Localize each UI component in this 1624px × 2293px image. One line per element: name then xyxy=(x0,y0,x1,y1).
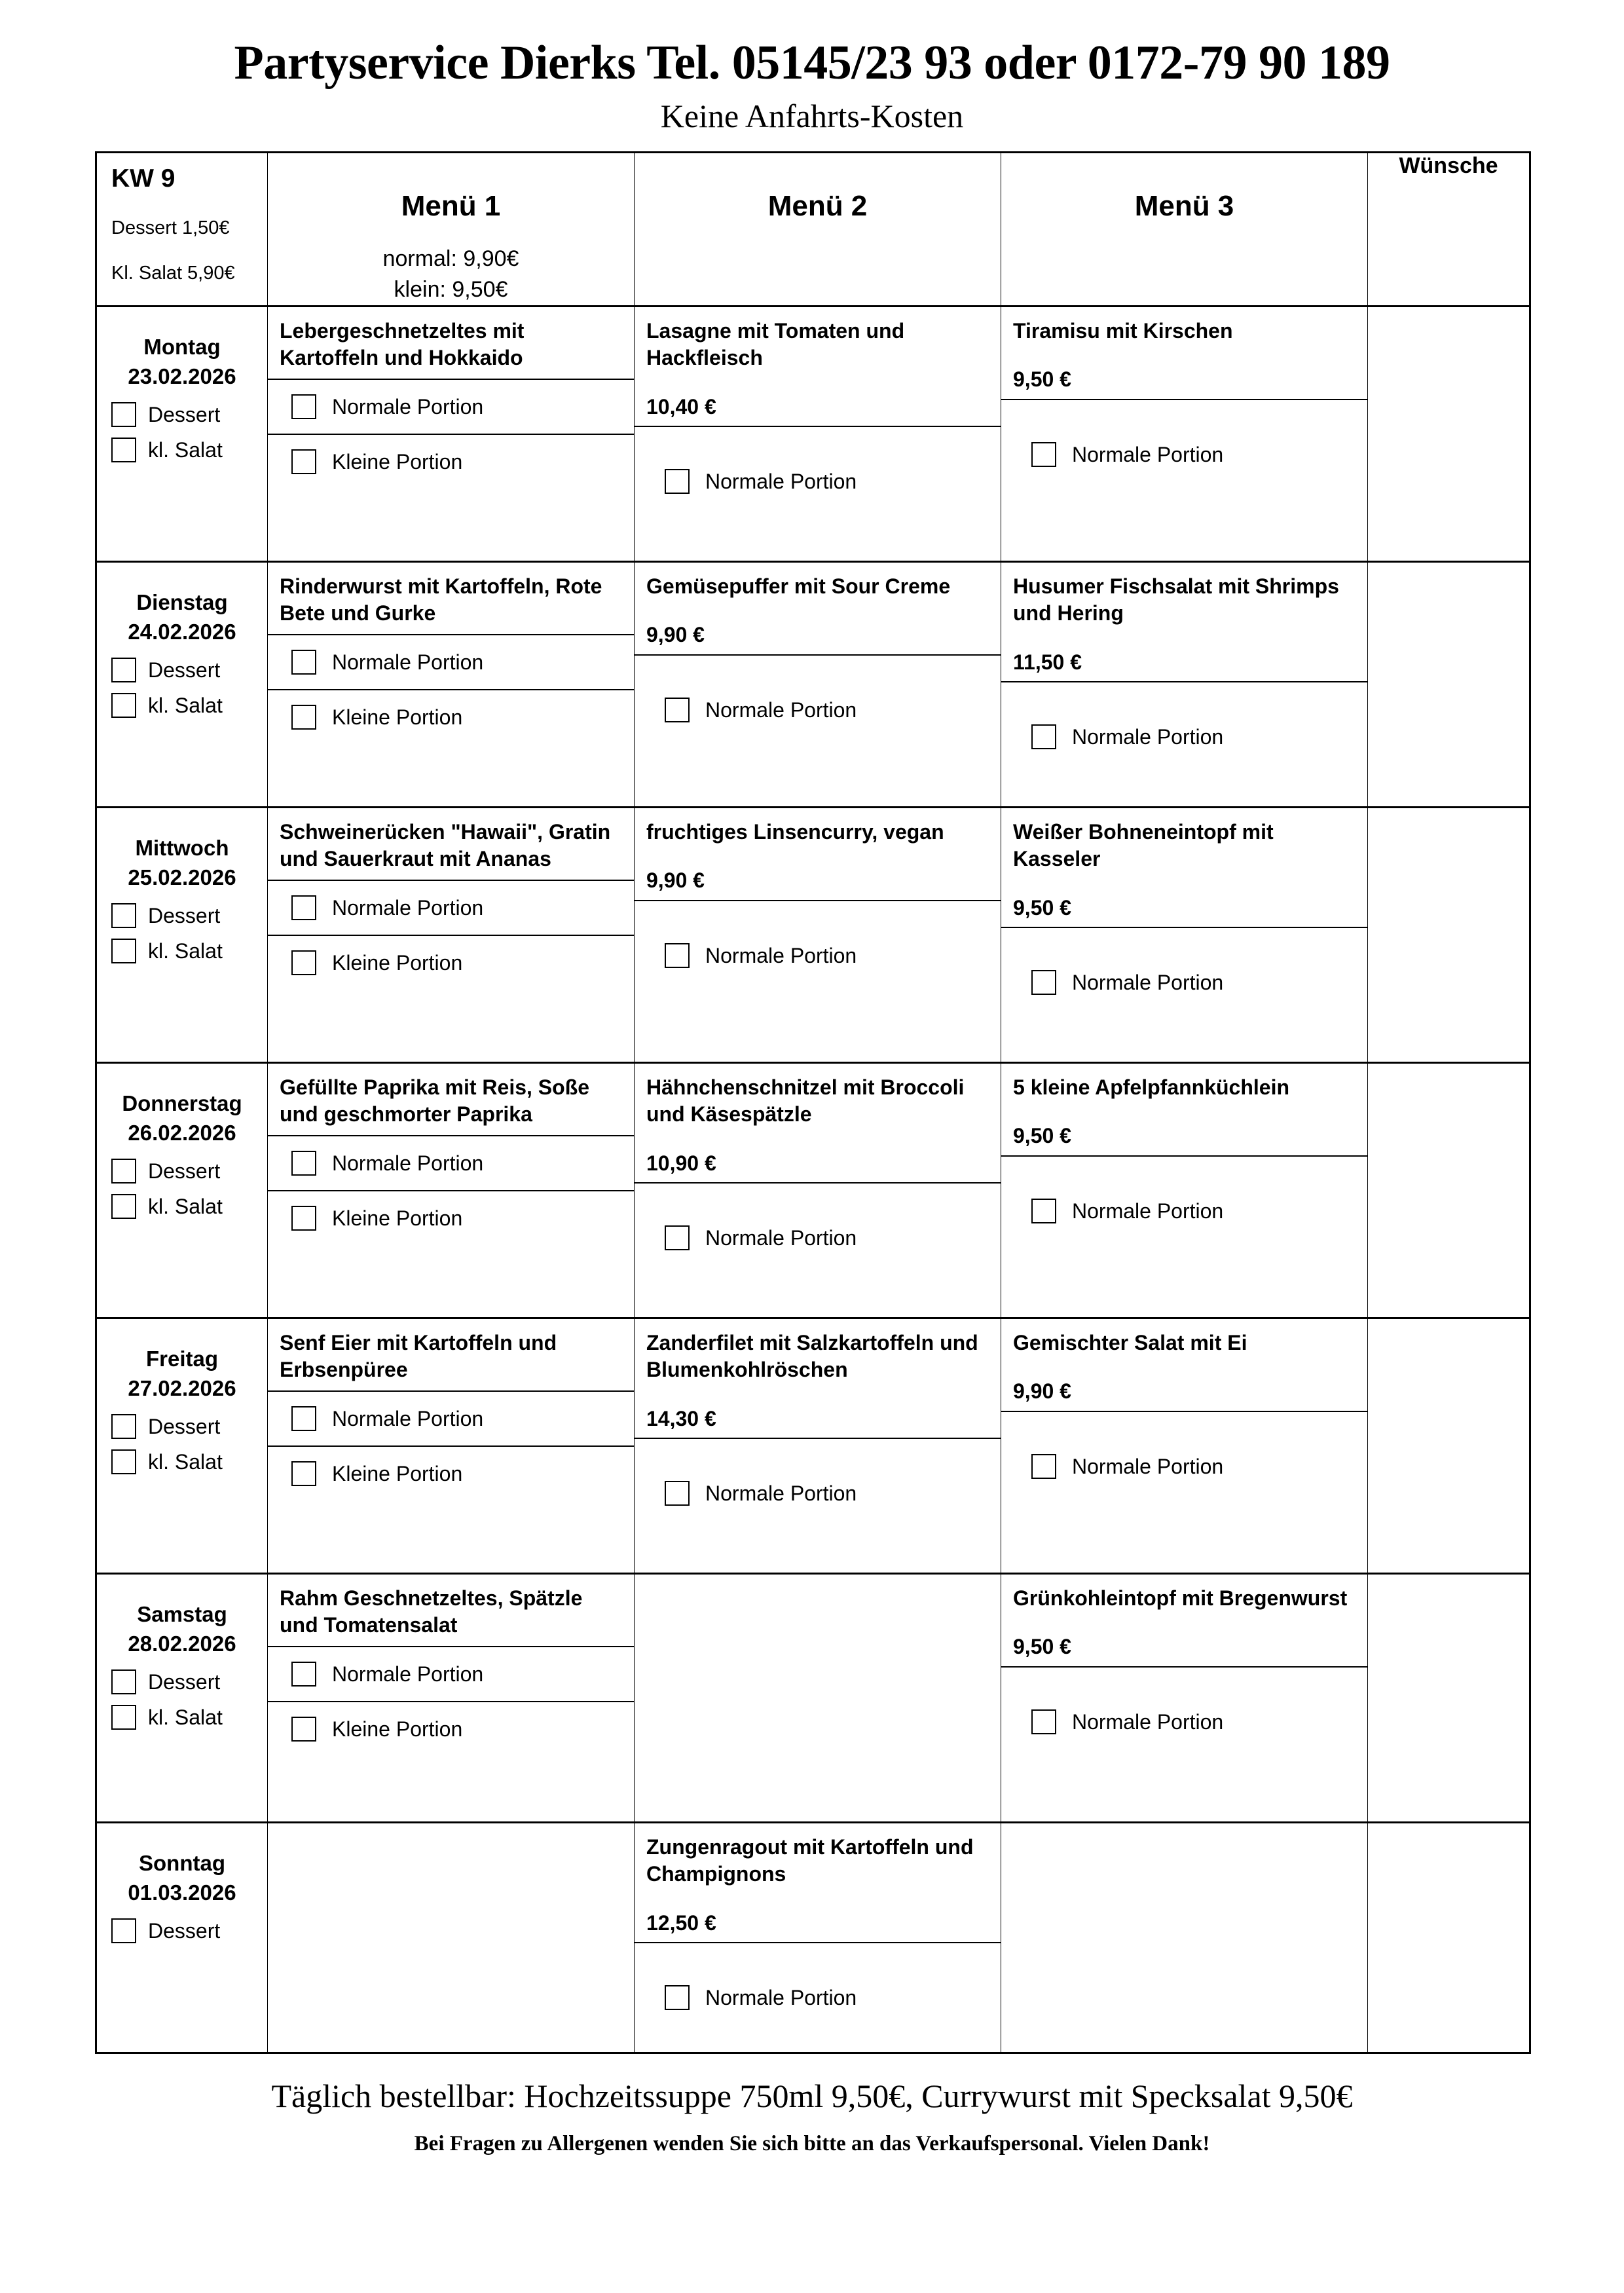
menu1-normal-portion-checkbox[interactable] xyxy=(291,394,316,419)
header-week-cell xyxy=(96,152,268,306)
salad-label: kl. Salat xyxy=(148,1705,223,1729)
footer-daily-offers: Täglich bestellbar: Hochzeitssuppe 750ml 9,50€, Currywurst mit Specksalat 9,50€ xyxy=(271,2078,1353,2115)
document-header xyxy=(0,0,1624,134)
page-title: Partyservice Dierks Tel. 05145/23 93 oder 0172-79 90 189 xyxy=(234,36,1390,90)
menu1-small-portion-checkbox[interactable] xyxy=(291,705,316,730)
salad-checkbox[interactable] xyxy=(111,693,136,718)
dessert-option[interactable] xyxy=(97,397,267,432)
menu2-normal-portion-label: Normale Portion xyxy=(705,1986,857,2010)
menu3-normal-portion-label: Normale Portion xyxy=(1072,971,1224,995)
menu1-normal-portion-label: Normale Portion xyxy=(332,394,484,419)
day-name: Montag xyxy=(143,334,221,359)
footer-allergen-note: Bei Fragen zu Allergenen wenden Sie sich bitte an das Verkaufspersonal. Vielen Dank! xyxy=(414,2132,1210,2156)
menu1-dish-name: Rahm Geschnetzeltes, Spätzle und Tomatensalat xyxy=(280,1586,583,1637)
table-row xyxy=(96,1062,1530,1318)
menu3-content xyxy=(1001,808,1367,1037)
menu1-small-portion-label: Kleine Portion xyxy=(332,950,463,975)
menu3-normal-portion-checkbox[interactable] xyxy=(1031,1199,1056,1223)
header-menu2-cell xyxy=(635,152,1001,306)
menu1-small-portion-checkbox[interactable] xyxy=(291,1206,316,1231)
day-name: Dienstag xyxy=(136,589,228,614)
menu1-dish-area xyxy=(268,563,634,634)
salad-label: kl. Salat xyxy=(148,438,223,462)
menu3-dish-price: 9,90 € xyxy=(1013,1379,1071,1404)
menu2-dish-area xyxy=(635,1064,1001,1183)
menu3-dish-area xyxy=(1001,1064,1367,1155)
menu3-normal-portion-checkbox[interactable] xyxy=(1031,970,1056,995)
menu2-title: Menü 2 xyxy=(767,189,868,222)
menu2-cell xyxy=(635,807,1001,1062)
menu2-dish-price: 9,90 € xyxy=(646,868,705,893)
dessert-label: Dessert xyxy=(148,402,221,426)
salad-option[interactable] xyxy=(97,1189,267,1224)
menu2-dish-price: 10,90 € xyxy=(646,1151,716,1175)
menu2-content xyxy=(635,1064,1001,1293)
dessert-checkbox[interactable] xyxy=(111,1918,136,1943)
menu1-price-normal: normal: 9,90€ xyxy=(382,246,519,271)
wishes-cell[interactable] xyxy=(1368,561,1530,807)
menu3-content xyxy=(1001,1575,1367,1776)
menu1-prices xyxy=(268,244,634,305)
menu1-small-portion-option[interactable] xyxy=(268,1445,634,1501)
menu3-normal-portion-option[interactable] xyxy=(1001,399,1367,509)
menu2-normal-portion-option[interactable] xyxy=(635,1438,1001,1548)
menu1-small-portion-checkbox[interactable] xyxy=(291,1717,316,1742)
wishes-cell[interactable] xyxy=(1368,1573,1530,1822)
dessert-checkbox[interactable] xyxy=(111,903,136,928)
menu1-content xyxy=(268,808,634,990)
menu1-dish-name: Senf Eier mit Kartoffeln und Erbsenpüree xyxy=(280,1330,557,1382)
day-cell xyxy=(96,1573,268,1822)
menu1-normal-portion-label: Normale Portion xyxy=(332,895,484,920)
day-name: Freitag xyxy=(145,1346,219,1371)
menu1-cell xyxy=(268,1318,635,1573)
menu1-small-portion-label: Kleine Portion xyxy=(332,449,463,474)
salad-price-label: Kl. Salat 5,90€ xyxy=(111,263,235,284)
menu1-normal-portion-option[interactable] xyxy=(268,1135,634,1190)
menu3-cell xyxy=(1001,1573,1368,1822)
menu1-small-portion-checkbox[interactable] xyxy=(291,950,316,975)
header-menu1-cell xyxy=(268,152,635,306)
day-name-block xyxy=(97,808,267,898)
menu2-cell xyxy=(635,1573,1001,1822)
menu2-dish-name: Hähnchenschnitzel mit Broccoli und Käsespätzle xyxy=(646,1075,965,1127)
menu3-normal-portion-checkbox[interactable] xyxy=(1031,442,1056,467)
dessert-option[interactable] xyxy=(97,1153,267,1189)
day-date: 28.02.2026 xyxy=(128,1631,236,1656)
menu1-dish-name: Rinderwurst mit Kartoffeln, Rote Bete und Gurke xyxy=(280,574,602,625)
menu3-normal-portion-option[interactable] xyxy=(1001,927,1367,1037)
salad-checkbox[interactable] xyxy=(111,939,136,963)
day-name-block xyxy=(97,1319,267,1409)
menu1-content xyxy=(268,1319,634,1501)
day-cell xyxy=(96,561,268,807)
menu3-content xyxy=(1001,307,1367,509)
menu2-normal-portion-label: Normale Portion xyxy=(705,698,857,722)
menu3-normal-portion-option[interactable] xyxy=(1001,1411,1367,1521)
menu2-dish-name: Lasagne mit Tomaten und Hackfleisch xyxy=(646,318,905,370)
header-wishes-cell: Wünsche xyxy=(1368,152,1530,306)
day-options xyxy=(97,397,267,468)
menu2-content xyxy=(635,1319,1001,1548)
salad-label: kl. Salat xyxy=(148,693,223,717)
menu3-cell xyxy=(1001,306,1368,561)
day-date: 24.02.2026 xyxy=(128,620,236,644)
menu1-dish-area xyxy=(268,1319,634,1390)
menu3-dish-area xyxy=(1001,307,1367,399)
menu2-cell xyxy=(635,561,1001,807)
header-menu3-cell xyxy=(1001,152,1368,306)
salad-option[interactable] xyxy=(97,1700,267,1735)
menu3-normal-portion-label: Normale Portion xyxy=(1072,442,1224,466)
menu3-dish-name: Gemischter Salat mit Ei xyxy=(1013,1330,1247,1354)
menu2-content xyxy=(635,307,1001,536)
dessert-label: Dessert xyxy=(148,1414,221,1438)
menu3-dish-price: 9,50 € xyxy=(1013,1635,1071,1659)
menu2-dish-price: 10,40 € xyxy=(646,394,716,419)
menu2-normal-portion-option[interactable] xyxy=(635,654,1001,764)
menu1-cell xyxy=(268,561,635,807)
day-cell-inner xyxy=(97,563,267,723)
menu3-content xyxy=(1001,1064,1367,1265)
day-options xyxy=(97,1153,267,1224)
day-date: 01.03.2026 xyxy=(128,1880,236,1905)
day-name: Donnerstag xyxy=(122,1091,242,1115)
menu3-cell xyxy=(1001,807,1368,1062)
dessert-label: Dessert xyxy=(148,903,221,927)
menu3-dish-name: Tiramisu mit Kirschen xyxy=(1013,318,1233,343)
menu1-normal-portion-checkbox[interactable] xyxy=(291,1151,316,1176)
day-cell xyxy=(96,807,268,1062)
day-name-block xyxy=(97,1064,267,1153)
dessert-checkbox[interactable] xyxy=(111,1159,136,1184)
day-cell xyxy=(96,306,268,561)
page-subtitle: Keine Anfahrts-Kosten xyxy=(660,97,964,134)
menu2-dish-area xyxy=(635,1319,1001,1438)
menu2-normal-portion-label: Normale Portion xyxy=(705,470,857,494)
menu2-content xyxy=(635,808,1001,1010)
table-row xyxy=(96,807,1530,1062)
menu1-small-portion-option[interactable] xyxy=(268,434,634,489)
day-cell xyxy=(96,1062,268,1318)
menu2-normal-portion-option[interactable] xyxy=(635,1182,1001,1292)
dessert-option[interactable] xyxy=(97,1664,267,1700)
day-date: 27.02.2026 xyxy=(128,1376,236,1401)
menu1-content xyxy=(268,563,634,744)
menu1-normal-portion-option[interactable] xyxy=(268,634,634,689)
menu3-dish-name: 5 kleine Apfelpfannküchlein xyxy=(1013,1075,1290,1099)
menu2-content xyxy=(635,563,1001,764)
menu2-normal-portion-label: Normale Portion xyxy=(705,1482,857,1506)
menu1-normal-portion-checkbox[interactable] xyxy=(291,1662,316,1687)
menu1-cell xyxy=(268,1822,635,2053)
menu2-normal-portion-checkbox[interactable] xyxy=(665,1481,690,1506)
menu2-dish-price: 14,30 € xyxy=(646,1406,716,1430)
menu1-dish-area xyxy=(268,808,634,880)
menu2-dish-area xyxy=(635,307,1001,426)
day-option-spacer xyxy=(97,1948,267,1977)
menu3-cell xyxy=(1001,1062,1368,1318)
wishes-cell[interactable] xyxy=(1368,1822,1530,2053)
menu2-normal-portion-checkbox[interactable] xyxy=(665,698,690,722)
menu1-small-portion-checkbox[interactable] xyxy=(291,449,316,474)
salad-checkbox[interactable] xyxy=(111,1705,136,1730)
salad-checkbox[interactable] xyxy=(111,1449,136,1474)
day-cell-inner xyxy=(97,1823,267,1977)
salad-option[interactable] xyxy=(97,933,267,969)
day-name: Mittwoch xyxy=(135,835,229,860)
menu2-dish-price: 9,90 € xyxy=(646,623,705,647)
salad-label: kl. Salat xyxy=(148,1449,223,1474)
menu3-dish-name: Weißer Bohneneintopf mit Kasseler xyxy=(1013,819,1274,871)
menu1-normal-portion-option[interactable] xyxy=(268,1646,634,1701)
menu3-dish-area xyxy=(1001,1319,1367,1411)
document-footer xyxy=(0,2076,1624,2157)
menu3-cell xyxy=(1001,1318,1368,1573)
week-info xyxy=(97,153,267,305)
menu1-content xyxy=(268,1823,634,1840)
menu2-normal-portion-checkbox[interactable] xyxy=(665,1225,690,1250)
menu1-normal-portion-option[interactable] xyxy=(268,379,634,434)
menu1-small-portion-label: Kleine Portion xyxy=(332,705,463,729)
menu1-dish-name: Gefüllte Paprika mit Reis, Soße und geschmorter Paprika xyxy=(280,1075,590,1127)
day-date: 23.02.2026 xyxy=(128,364,236,389)
menu3-cell xyxy=(1001,561,1368,807)
day-options xyxy=(97,1913,267,1977)
menu2-cell xyxy=(635,1318,1001,1573)
day-options xyxy=(97,898,267,969)
menu1-cell xyxy=(268,1062,635,1318)
menu2-dish-area xyxy=(635,563,1001,654)
day-name-block xyxy=(97,1575,267,1664)
menu1-small-portion-option[interactable] xyxy=(268,689,634,744)
day-cell-inner xyxy=(97,1319,267,1480)
dessert-option[interactable] xyxy=(97,1913,267,1948)
wishes-cell[interactable] xyxy=(1368,1062,1530,1318)
menu1-small-portion-checkbox[interactable] xyxy=(291,1461,316,1486)
menu2-normal-portion-option[interactable] xyxy=(635,900,1001,1010)
menu2-dish-area xyxy=(635,808,1001,900)
menu3-dish-area xyxy=(1001,1575,1367,1666)
menu2-dish-name: Zungenragout mit Kartoffeln und Champignons xyxy=(646,1835,974,1886)
menu3-dish-name: Husumer Fischsalat mit Shrimps und Hering xyxy=(1013,574,1339,625)
menu1-title: Menü 1 xyxy=(401,189,501,222)
day-cell xyxy=(96,1822,268,2053)
day-name: Sonntag xyxy=(139,1850,225,1875)
day-name-block xyxy=(97,563,267,652)
menu3-normal-portion-checkbox[interactable] xyxy=(1031,724,1056,749)
menu2-cell xyxy=(635,1822,1001,2053)
menu1-normal-portion-label: Normale Portion xyxy=(332,1151,484,1175)
menu2-cell xyxy=(635,306,1001,561)
menu2-dish-name: fruchtiges Linsencurry, vegan xyxy=(646,819,944,844)
table-row xyxy=(96,1573,1530,1822)
menu2-normal-portion-option[interactable] xyxy=(635,426,1001,536)
dessert-option[interactable] xyxy=(97,652,267,688)
wishes-cell[interactable] xyxy=(1368,306,1530,561)
day-date: 26.02.2026 xyxy=(128,1121,236,1146)
menu3-content xyxy=(1001,563,1367,792)
menu1-price-small: klein: 9,50€ xyxy=(394,276,508,302)
menu3-normal-portion-label: Normale Portion xyxy=(1072,1709,1224,1734)
menu1-small-portion-label: Kleine Portion xyxy=(332,1717,463,1741)
menu3-title: Menü 3 xyxy=(1134,189,1234,222)
day-options xyxy=(97,652,267,723)
menu3-normal-portion-label: Normale Portion xyxy=(1072,725,1224,749)
day-cell-inner xyxy=(97,808,267,969)
dessert-checkbox[interactable] xyxy=(111,1669,136,1694)
menu-table-wrapper xyxy=(95,151,1529,2055)
day-name-block xyxy=(97,307,267,397)
menu3-dish-price: 11,50 € xyxy=(1013,650,1082,674)
menu2-normal-portion-label: Normale Portion xyxy=(705,943,857,967)
table-row xyxy=(96,1822,1530,2053)
menu3-dish-name: Grünkohleintopf mit Bregenwurst xyxy=(1013,1586,1348,1610)
menu2-cell xyxy=(635,1062,1001,1318)
dessert-label: Dessert xyxy=(148,1669,221,1694)
menu1-dish-area xyxy=(268,1064,634,1135)
day-cell-inner xyxy=(97,1064,267,1224)
menu3-normal-portion-label: Normale Portion xyxy=(1072,1199,1224,1223)
menu3-dish-area xyxy=(1001,808,1367,927)
wishes-cell[interactable] xyxy=(1368,807,1530,1062)
menu1-dish-area xyxy=(268,307,634,379)
menu3-normal-portion-option[interactable] xyxy=(1001,1666,1367,1776)
menu2-content xyxy=(635,1823,1001,2053)
menu1-content xyxy=(268,307,634,489)
menu3-normal-portion-checkbox[interactable] xyxy=(1031,1709,1056,1734)
menu2-normal-portion-option[interactable] xyxy=(635,1942,1001,2052)
table-header-row xyxy=(96,152,1530,306)
menu2-dish-name: Zanderfilet mit Salzkartoffeln und Blumenkohlröschen xyxy=(646,1330,978,1382)
salad-label: kl. Salat xyxy=(148,939,223,963)
menu1-normal-portion-label: Normale Portion xyxy=(332,1662,484,1686)
menu3-normal-portion-option[interactable] xyxy=(1001,681,1367,791)
menu1-dish-name: Schweinerücken "Hawaii", Gratin und Sauerkraut mit Ananas xyxy=(280,819,611,871)
wishes-cell[interactable] xyxy=(1368,1318,1530,1573)
salad-checkbox[interactable] xyxy=(111,1194,136,1219)
menu2-normal-portion-checkbox[interactable] xyxy=(665,469,690,494)
dessert-price-label: Dessert 1,50€ xyxy=(111,217,230,238)
menu1-cell xyxy=(268,807,635,1062)
menu1-normal-portion-checkbox[interactable] xyxy=(291,1406,316,1431)
day-cell xyxy=(96,1318,268,1573)
menu3-normal-portion-checkbox[interactable] xyxy=(1031,1454,1056,1479)
menu1-dish-area xyxy=(268,1575,634,1646)
dessert-label: Dessert xyxy=(148,1918,221,1943)
menu1-normal-portion-label: Normale Portion xyxy=(332,1406,484,1430)
dessert-option[interactable] xyxy=(97,898,267,933)
menu3-cell xyxy=(1001,1822,1368,2053)
menu1-small-portion-label: Kleine Portion xyxy=(332,1461,463,1485)
dessert-checkbox[interactable] xyxy=(111,658,136,682)
table-row xyxy=(96,561,1530,807)
menu1-small-portion-label: Kleine Portion xyxy=(332,1206,463,1230)
salad-option[interactable] xyxy=(97,1444,267,1480)
menu2-dish-area xyxy=(635,1823,1001,1943)
day-name: Samstag xyxy=(137,1601,227,1626)
menu3-dish-price: 9,50 € xyxy=(1013,367,1071,392)
menu1-small-portion-option[interactable] xyxy=(268,935,634,990)
week-number-label: KW 9 xyxy=(111,164,175,193)
salad-label: kl. Salat xyxy=(148,1194,223,1218)
menu1-cell xyxy=(268,306,635,561)
dessert-label: Dessert xyxy=(148,1159,221,1183)
day-date: 25.02.2026 xyxy=(128,865,236,890)
salad-option[interactable] xyxy=(97,688,267,723)
salad-checkbox[interactable] xyxy=(111,438,136,462)
menu1-content xyxy=(268,1064,634,1245)
menu1-normal-portion-option[interactable] xyxy=(268,1390,634,1445)
menu2-normal-portion-checkbox[interactable] xyxy=(665,943,690,968)
menu3-dish-price: 9,50 € xyxy=(1013,1124,1071,1148)
menu3-content xyxy=(1001,1319,1367,1521)
table-row xyxy=(96,306,1530,561)
menu1-small-portion-option[interactable] xyxy=(268,1701,634,1756)
menu2-dish-price: 12,50 € xyxy=(646,1911,716,1935)
day-name-block xyxy=(97,1823,267,1913)
menu3-normal-portion-option[interactable] xyxy=(1001,1155,1367,1265)
day-options xyxy=(97,1409,267,1480)
menu3-dish-area xyxy=(1001,563,1367,682)
table-row xyxy=(96,1318,1530,1573)
menu1-normal-portion-option[interactable] xyxy=(268,880,634,935)
menu1-small-portion-option[interactable] xyxy=(268,1190,634,1245)
menu3-dish-price: 9,50 € xyxy=(1013,895,1071,920)
menu3-normal-portion-label: Normale Portion xyxy=(1072,1454,1224,1478)
menu1-normal-portion-checkbox[interactable] xyxy=(291,895,316,920)
menu1-dish-name: Lebergeschnetzeltes mit Kartoffeln und Hokkaido xyxy=(280,318,525,370)
dessert-label: Dessert xyxy=(148,658,221,682)
dessert-option[interactable] xyxy=(97,1409,267,1444)
menu1-dish-area xyxy=(268,1823,634,1840)
day-cell-inner xyxy=(97,307,267,468)
menu2-normal-portion-label: Normale Portion xyxy=(705,1226,857,1250)
day-options xyxy=(97,1664,267,1735)
menu1-normal-portion-checkbox[interactable] xyxy=(291,650,316,675)
dessert-checkbox[interactable] xyxy=(111,1414,136,1439)
dessert-checkbox[interactable] xyxy=(111,402,136,427)
menu1-content xyxy=(268,1575,634,1756)
day-cell-inner xyxy=(97,1575,267,1735)
menu2-dish-name: Gemüsepuffer mit Sour Creme xyxy=(646,574,951,598)
menu2-normal-portion-checkbox[interactable] xyxy=(665,1985,690,2010)
salad-option[interactable] xyxy=(97,432,267,468)
menu1-cell xyxy=(268,1573,635,1822)
menu1-normal-portion-label: Normale Portion xyxy=(332,650,484,674)
weekly-menu-table xyxy=(95,151,1531,2055)
